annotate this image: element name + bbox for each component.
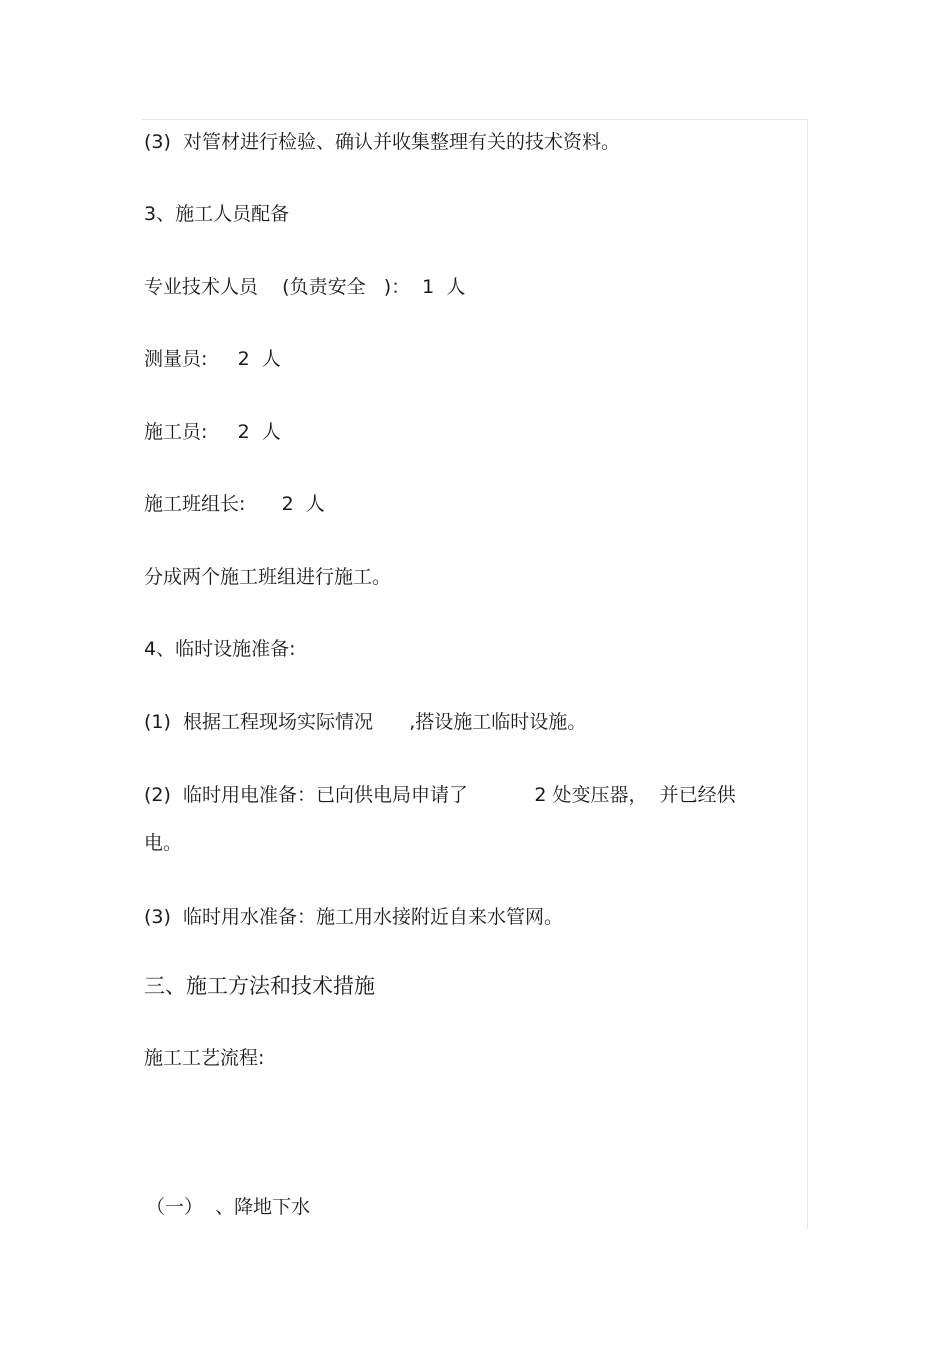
text-line-two-teams: 分成两个施工班组进行施工。 <box>144 566 392 588</box>
text-line-surveyor: 测量员: 2 人 <box>144 348 281 370</box>
section-temporary-facilities-heading: 4、临时设施准备: <box>144 638 296 660</box>
text-line-temp-power-cont: 电。 <box>144 832 183 854</box>
text-line-tech-staff: 专业技术人员 (负责安全 )： 1 人 <box>144 276 466 298</box>
subsection-heading-dewatering: （一） 、降地下水 <box>146 1196 311 1218</box>
section-staffing-heading: 3、施工人员配备 <box>144 203 290 225</box>
text-line-process-flow: 施工工艺流程: <box>144 1047 265 1069</box>
text-line-temp-facilities-1: (1) 根据工程现场实际情况 ,搭设施工临时设施。 <box>144 711 587 733</box>
chapter-heading-methods: 三、施工方法和技术措施 <box>144 974 375 998</box>
text-line-team-leader: 施工班组长: 2 人 <box>144 493 325 515</box>
text-line-temp-power: (2) 临时用电准备：已向供电局申请了 2 处变压器， 并已经供 <box>144 784 736 806</box>
text-line-inspect-pipes: (3) 对管材进行检验、确认并收集整理有关的技术资料。 <box>144 131 620 153</box>
text-line-construction-worker: 施工员: 2 人 <box>144 421 281 443</box>
text-line-temp-water: (3) 临时用水准备：施工用水接附近自来水管网。 <box>144 906 563 928</box>
